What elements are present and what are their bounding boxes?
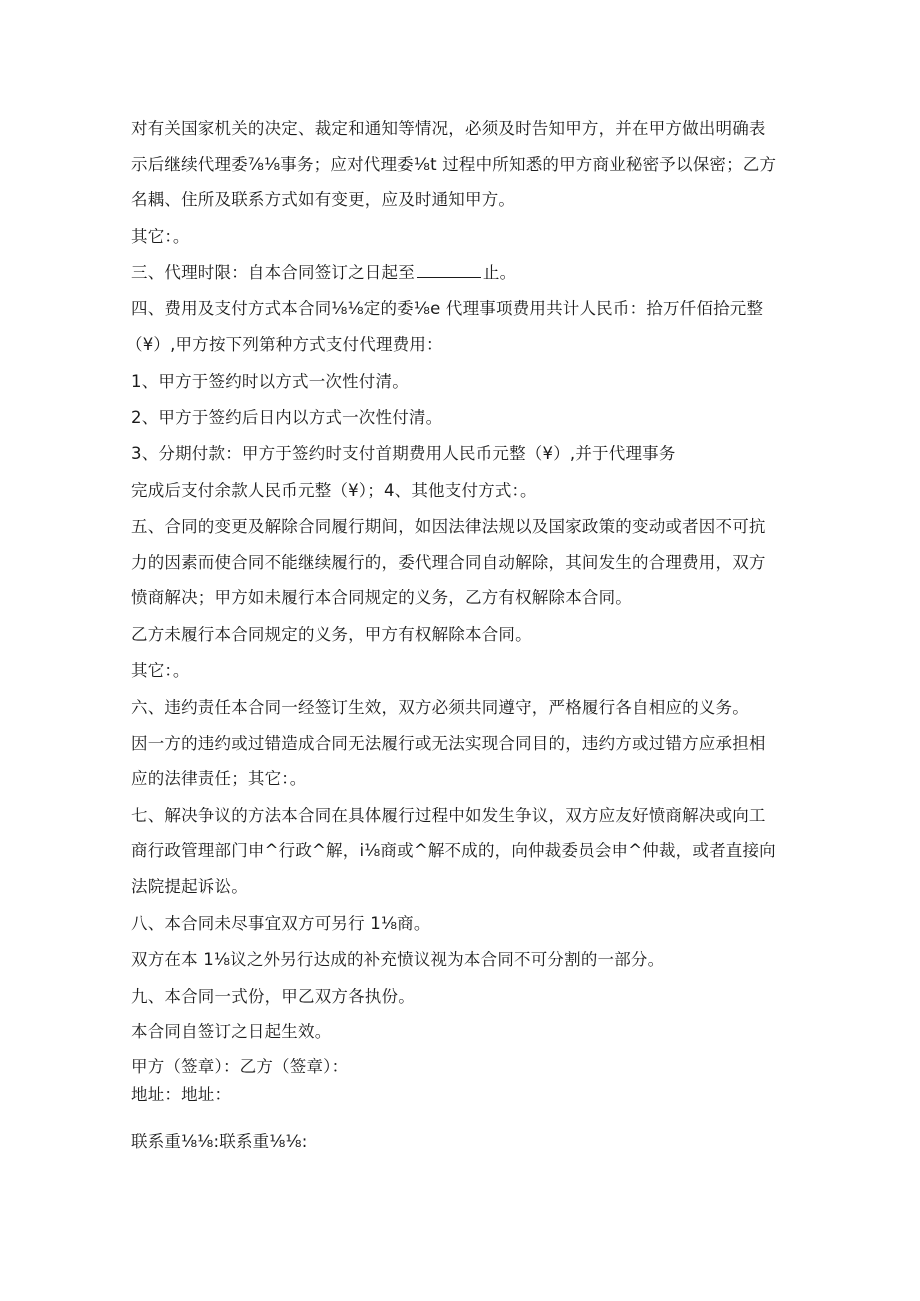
text-line: 本合同自签订之日起生效。	[131, 1022, 332, 1041]
text-line: 四、费用及支付方式本合同⅛⅛定的委⅛e 代理事项费用共计人民币：拾万仟佰拾元整	[131, 299, 764, 318]
text-line: 2、甲方于签约后日内以方式一次性付清。	[131, 408, 443, 427]
term-text: 三、代理时限：自本合同签订之日起至	[131, 263, 415, 282]
text-line: 因一方的违约或过错造成合同无法履行或无法实现合同目的，违约方或过错方应承担相	[131, 734, 766, 753]
text-line: 示后继续代理委⅞⅛事务；应对代理委⅛t 过程中所知悉的甲方商业秘密予以保密；乙方	[131, 155, 777, 174]
text-line: 八、本合同未尽事宜双方可另行 1⅛商。	[131, 914, 431, 933]
text-line: 3、分期付款：甲方于签约时支付首期费用人民币元整（¥）,并于代理事务	[131, 444, 676, 463]
text-line: 商行政管理部门申^行政^解，i⅛商或^解不成的，向仲裁委员会申^仲裁，或者直接向	[131, 841, 776, 860]
text-line: 力的因素而使合同不能继续履行的，委代理合同自动解除，其间发生的合理费用，双方	[131, 553, 766, 572]
contact-line: 联系重⅛⅛:联系重⅛⅛:	[131, 1132, 308, 1151]
text-line: 其它：。	[131, 227, 190, 246]
text-line: 双方在本 1⅛议之外另行达成的补充愤议视为本合同不可分割的一部分。	[131, 950, 665, 969]
term-line	[131, 262, 516, 284]
text-line: 其它：。	[131, 661, 190, 680]
term-blank	[417, 262, 481, 278]
text-line: 五、合同的变更及解除合同履行期间，如因法律法规以及国家政策的变动或者因不可抗	[131, 517, 766, 536]
text-line: 1、甲方于签约时以方式一次性付清。	[131, 372, 409, 391]
text-line: 名耦、住所及联系方式如有变更，应及时通知甲方。	[131, 190, 516, 209]
text-line: 应的法律责任；其它：。	[131, 769, 307, 788]
text-line: （¥）,甲方按下列第种方式支付代理费用：	[126, 335, 443, 354]
text-line: 对有关国家机关的决定、裁定和通知等情况，必须及时告知甲方，并在甲方做出明确表	[131, 119, 766, 138]
signature-parties-line: 甲方（签章）：乙方（签章）：	[131, 1057, 349, 1076]
address-line: 地址：地址：	[131, 1085, 232, 1104]
text-line: 法院提起诉讼。	[131, 877, 248, 896]
text-line: 完成后支付余款人民币元整（¥）；4、其他支付方式：。	[131, 481, 537, 500]
text-line: 七、解决争议的方法本合同在具体履行过程中如发生争议，双方应友好愤商解决或向工	[131, 806, 766, 825]
text-line: 愤商解决；甲方如未履行本合同规定的义务，乙方有权解除本合同。	[131, 588, 632, 607]
text-line: 乙方未履行本合同规定的义务，甲方有权解除本合同。	[131, 625, 532, 644]
text-line: 九、本合同一式份，甲乙双方各执份。	[131, 987, 415, 1006]
text-line: 六、违约责任本合同一经签订生效，双方必须共同遵守，严格履行各自相应的义务。	[131, 698, 749, 717]
term-end-text: 止。	[482, 263, 517, 282]
